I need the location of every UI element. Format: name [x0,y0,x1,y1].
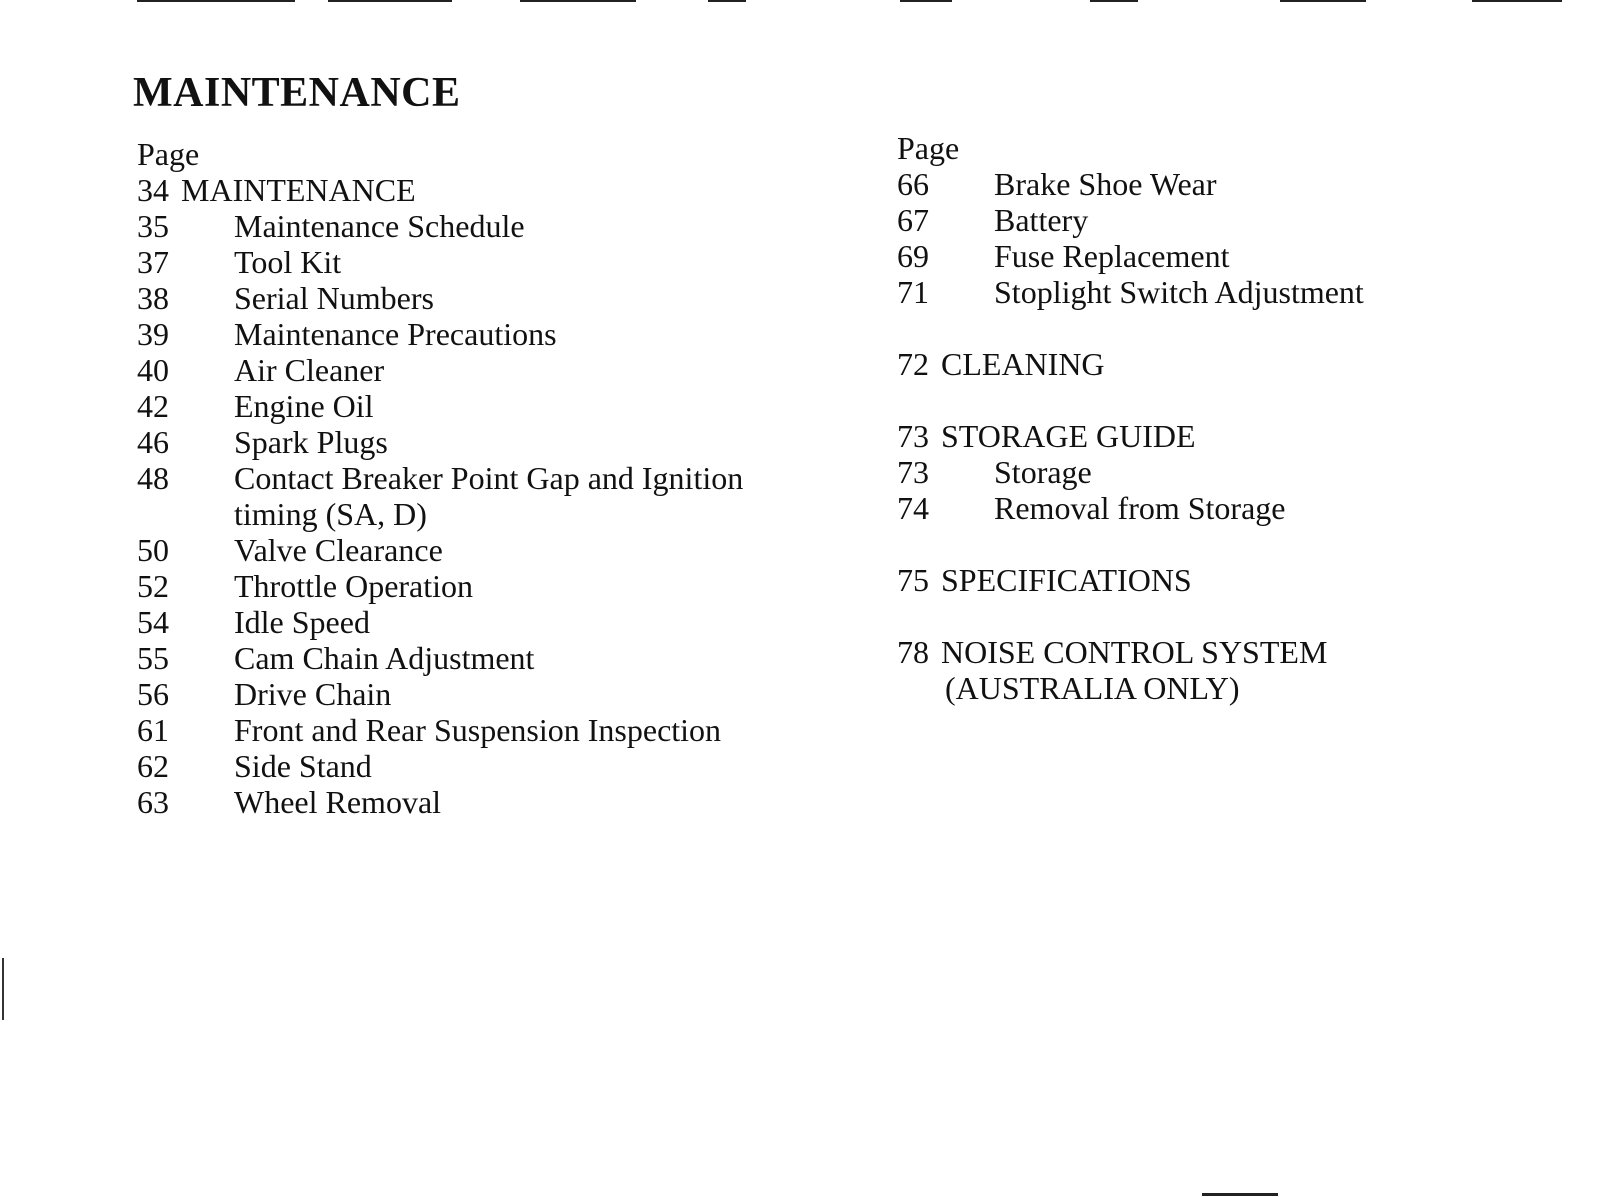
page-number: 72 [897,346,929,382]
toc-entry [897,238,1547,274]
section-gap [897,382,1547,418]
toc-entry [137,244,837,280]
entry-title: Brake Shoe Wear [994,166,1217,202]
toc-left-column [137,136,837,820]
page-number: 74 [897,490,929,526]
entry-title: Removal from Storage [994,490,1286,526]
top-rule [137,0,295,2]
page-number: 73 [897,418,929,454]
page-number: 40 [137,352,169,388]
toc-entry [137,460,837,532]
page-number: 38 [137,280,169,316]
entry-title: Cam Chain Adjustment [234,640,535,676]
page-number: 62 [137,748,169,784]
page-number: 46 [137,424,169,460]
page-number: 37 [137,244,169,280]
page-number: 48 [137,460,169,496]
entry-title: Tool Kit [234,244,342,280]
page-number: 42 [137,388,169,424]
toc-entry [137,424,837,460]
page-number: 35 [137,208,169,244]
toc-entry [137,316,837,352]
bottom-rule [1202,1193,1278,1196]
page-number: 69 [897,238,929,274]
page-edge-mark [2,958,4,1020]
toc-entry [897,454,1547,490]
page-title: MAINTENANCE [133,70,461,116]
toc-entry [137,532,837,568]
page-column-label: Page [897,130,960,166]
entry-title: Fuse Replacement [994,238,1230,274]
section-gap [897,526,1547,562]
entry-title: Storage [994,454,1092,490]
top-rule [1280,0,1366,2]
toc-section-entry [897,634,1547,670]
page-number: 55 [137,640,169,676]
toc-entry [137,352,837,388]
top-rule [1472,0,1562,2]
entry-title: Idle Speed [234,604,370,640]
toc-entry [137,748,837,784]
entry-title: Air Cleaner [234,352,385,388]
toc-section-entry [137,172,837,208]
entry-title: Maintenance Precautions [234,316,557,352]
entry-title: Valve Clearance [234,532,443,568]
toc-entry [137,604,837,640]
entry-title: Engine Oil [234,388,374,424]
toc-entry [137,784,837,820]
entry-title: Throttle Operation [234,568,474,604]
entry-title: SPECIFICATIONS [941,562,1192,598]
entry-title: Side Stand [234,748,372,784]
toc-entry [897,670,1547,706]
toc-entries [137,172,837,820]
section-gap [897,598,1547,634]
entry-title: Serial Numbers [234,280,434,316]
entry-title: Contact Breaker Point Gap and Ignition timing (SA, D) [234,460,744,532]
entry-title: Wheel Removal [234,784,442,820]
page-number: 61 [137,712,169,748]
page-number: 63 [137,784,169,820]
page-column-label: Page [137,136,200,172]
toc-entries [897,166,1547,706]
toc-entry [137,712,837,748]
toc-entry [137,388,837,424]
page-number: 54 [137,604,169,640]
top-rule [900,0,952,2]
toc-entry [897,202,1547,238]
page-number: 73 [897,454,929,490]
toc-entry [897,166,1547,202]
top-rule [708,0,746,2]
toc-entry [137,208,837,244]
toc-entry [897,274,1547,310]
toc-entry [137,640,837,676]
entry-title: Front and Rear Suspension Inspection [234,712,722,748]
page-number: 67 [897,202,929,238]
entry-title: CLEANING [941,346,1105,382]
page-number: 71 [897,274,929,310]
toc-entry [137,280,837,316]
top-rule [520,0,636,2]
page-number: 52 [137,568,169,604]
entry-title: Spark Plugs [234,424,388,460]
toc-entry [137,568,837,604]
entry-title: (AUSTRALIA ONLY) [945,670,1240,706]
entry-title: Battery [994,202,1089,238]
entry-title: MAINTENANCE [181,172,416,208]
section-gap [897,310,1547,346]
page-number: 39 [137,316,169,352]
page-number: 34 [137,172,169,208]
entry-title: NOISE CONTROL SYSTEM [941,634,1328,670]
entry-title: Stoplight Switch Adjustment [994,274,1364,310]
entry-title: STORAGE GUIDE [941,418,1196,454]
toc-section-entry [897,346,1547,382]
top-rule [1090,0,1138,2]
toc-section-entry [897,418,1547,454]
toc-entry [137,676,837,712]
toc-entry [897,490,1547,526]
toc-section-entry [897,562,1547,598]
entry-title: Drive Chain [234,676,392,712]
page-number: 56 [137,676,169,712]
page-number: 66 [897,166,929,202]
page-number: 50 [137,532,169,568]
page-number: 78 [897,634,929,670]
top-rule [328,0,452,2]
toc-right-column [897,130,1547,706]
page-number: 75 [897,562,929,598]
entry-title: Maintenance Schedule [234,208,525,244]
